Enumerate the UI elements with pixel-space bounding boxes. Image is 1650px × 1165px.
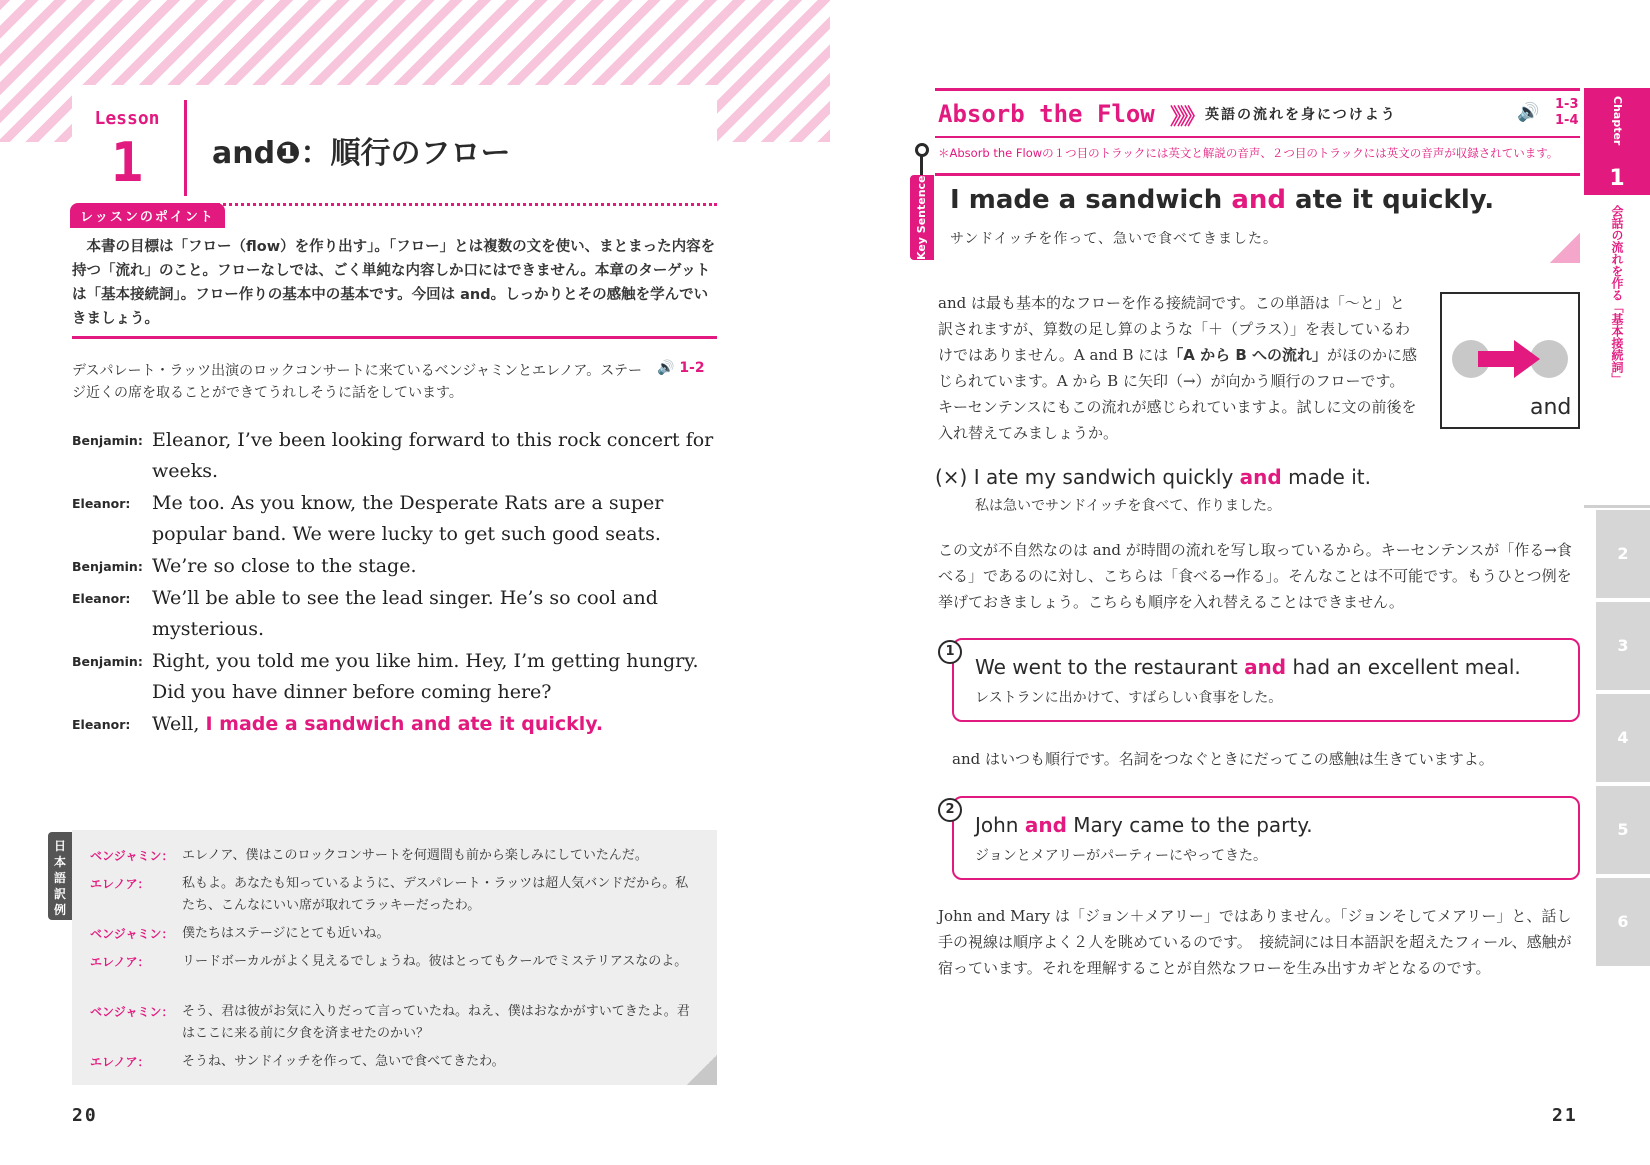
dialogue-speaker: Eleanor: (72, 717, 131, 732)
dialogue-line: We’ll be able to see the lead singer. He’s so cool and mysterious. (152, 587, 658, 640)
arrow-right-icon (1478, 351, 1518, 367)
audio-track-scene[interactable] (657, 360, 705, 376)
flow-audio-note: ＊Absorb the Flowの１つ目のトラックには英文と解説の音声、２つ目のトラックには英文の音声が収録されています。 (938, 146, 1559, 160)
explanation-paragraph-1 (938, 290, 1418, 446)
chapter-divider (1584, 505, 1650, 508)
jp-line: 私もよ。あなたも知っているように、デスパレート・ラッツは超人気バンドだから。私たち、こんなにいい席が取れてラッキーだったわ。 (182, 876, 689, 913)
key-sentence-translation: サンドイッチを作って、急いで食べてきました。 (950, 231, 1279, 247)
chevrons-icon: 》》》 (1170, 105, 1203, 130)
jp-dialogue-row (90, 873, 700, 917)
chapter-tab-5[interactable]: 5 (1596, 786, 1650, 874)
dialogue-line (152, 709, 717, 740)
example-sentence-2 (975, 813, 1313, 837)
jp-line: リードボーカルがよく見えるでしょうね。彼はとってもクールでミステリアスなのよ。 (182, 954, 688, 969)
dialogue-line: We’re so close to the stage. (152, 555, 417, 577)
jp-speaker: エレノア： (90, 877, 150, 891)
flow-section-title: Absorb the Flow (938, 100, 1155, 128)
dialogue-row (72, 709, 717, 740)
jp-speaker: エレノア： (90, 1055, 150, 1069)
dialogue-row (72, 551, 717, 582)
chapter-number: 1 (1609, 166, 1625, 191)
japanese-translation-tab: 日本語訳例 (48, 832, 72, 920)
scene-description: デスパレート・ラッツ出演のロックコンサートに来ているベンジャミンとエレノア。ステージ近くの席を取ることができてうれしそうに話をしています。 (72, 363, 643, 401)
chapter-tab-6[interactable]: 6 (1596, 878, 1650, 966)
jp-dialogue-row (90, 923, 700, 945)
example-box-1 (952, 638, 1580, 722)
key-sentence-tab: Key Sentence (910, 175, 934, 260)
jp-dialogue-row (90, 845, 700, 867)
paragraph-emphasis: 「A から B への流れ」 (1168, 346, 1327, 364)
jp-speaker: ベンジャミン： (90, 1005, 174, 1019)
key-sentence-part: I made a sandwich (950, 185, 1232, 215)
explanation-paragraph-2: この文が不自然なのは and が時間の流れを写し取っているから。キーセンテンスが「作る→食べる」であるのに対し、こちらは「食べる→作る」。そんなことは不可能です。もうひとつ例を挙げておきましょう。こちらも順序を入れ替えることはできません。 (938, 541, 1572, 611)
chapter-tab-2[interactable]: 2 (1596, 510, 1650, 598)
paragraph-text: がほのかに感じられています。A から B に矢印（→）が向かう順行のフローです。キーセンテンスにもこの流れが感じられていますよ。試しに文の前後を入れ替えてみましょうか。 (938, 346, 1418, 442)
arrow-head-icon (1514, 340, 1540, 378)
dialogue-speaker: Eleanor: (72, 496, 131, 511)
key-sentence (950, 185, 1494, 215)
lesson-number: 1 (110, 131, 144, 194)
dialogue-line-prefix: Well, (152, 713, 206, 735)
chapter-tab-4[interactable]: 4 (1596, 694, 1650, 782)
point-dotted-line (212, 203, 717, 206)
dialogue-speaker: Benjamin: (72, 433, 143, 448)
example-part: John (975, 813, 1025, 837)
jp-speaker: エレノア： (90, 955, 150, 969)
key-sentence-highlight: I made a sandwich and ate it quickly. (205, 713, 604, 735)
example-part: I ate my sandwich quickly (973, 465, 1240, 489)
example-translation-1: レストランに出かけて、すばらしい食事をした。 (975, 690, 1283, 706)
audio-track-number: 1-2 (679, 360, 705, 376)
paragraph-text: and は最も基本的なフローを作る接続詞です。この単語は「〜と」と訳されますが、算数の足し算のような「＋（プラス）」を表しているわけではありません。A and B には (938, 294, 1411, 364)
key-box-fold-corner (1550, 233, 1580, 263)
dialogue-speaker: Benjamin: (72, 559, 143, 574)
example-part: made it. (1281, 465, 1371, 489)
lesson-title: and❶：順行のフロー (212, 136, 511, 171)
jp-dialogue-row (90, 951, 700, 973)
lesson-point-tab: レッスンのポイント (70, 203, 225, 228)
key-sentence-conjunction: and (1231, 185, 1286, 215)
lesson-label: Lesson (94, 108, 160, 129)
explanation-paragraph-3: and はいつも順行です。名詞をつなぐときにだってこの感触は生きていますよ。 (952, 750, 1494, 768)
pin-stem (920, 156, 923, 175)
chapter-title: 会話の流れを作る「基本接続詞」 (1610, 205, 1624, 385)
dialogue-speaker: Benjamin: (72, 654, 143, 669)
lesson-divider (184, 100, 187, 196)
jp-speaker: ベンジャミン： (90, 927, 174, 941)
dialogue-line: Right, you told me you like him. Hey, I’m getting hungry. Did you have dinner before coming here? (152, 650, 699, 703)
dialogue-row (72, 488, 717, 550)
example-number-1: 1 (938, 640, 962, 664)
key-sentence-part: ate it quickly. (1285, 185, 1495, 215)
example-part: We went to the restaurant (975, 655, 1245, 679)
incorrect-example (935, 465, 1371, 489)
flow-section-subtitle: 英語の流れを身につけよう (1205, 107, 1397, 123)
example-box-2 (952, 796, 1580, 880)
flow-bottom-rule (935, 136, 1580, 138)
incorrect-marker: (×) (935, 465, 974, 489)
pin-icon (915, 143, 929, 157)
dialogue-row (72, 646, 717, 708)
jp-line: 僕たちはステージにとても近いね。 (182, 926, 390, 941)
jp-line: エレノア、僕はこのロックコンサートを何週間も前から楽しみにしていたんだ。 (182, 848, 648, 863)
audio-track-number: 1-3 (1555, 97, 1579, 112)
chapter-tab-3[interactable]: 3 (1596, 602, 1650, 690)
example-conjunction: and (1239, 465, 1282, 489)
flow-top-rule (935, 88, 1580, 91)
dialogue-row (72, 583, 717, 645)
jp-line: そうね、サンドイッチを作って、急いで食べてきたわ。 (182, 1054, 505, 1069)
audio-track-number: 1-4 (1555, 113, 1579, 128)
explanation-paragraph-4: John and Mary は「ジョン＋メアリー」ではありません。「ジョンそしてメアリー」と、話し手の視線は順序よく２人を眺めているのです。 接続詞には日本語訳を超えたフィール、感触が宿っています。それを理解することが自然なフローを生み出すカギとなるのです。 (938, 907, 1572, 977)
incorrect-example-translation: 私は急いでサンドイッチを食べて、作りました。 (975, 498, 1282, 514)
dialogue-row (72, 425, 717, 487)
audio-tracks[interactable] (1555, 97, 1579, 129)
dialogue-line: Me too. As you know, the Desperate Rats are a super popular band. We were lucky to get such good seats. (152, 492, 664, 545)
jp-dialogue-row (90, 1051, 700, 1073)
example-conjunction: and (1244, 655, 1287, 679)
jp-speaker: ベンジャミン： (90, 849, 174, 863)
example-part: Mary came to the party. (1066, 813, 1313, 837)
example-number-2: 2 (938, 798, 962, 822)
speaker-icon[interactable]: 🔊 (1517, 102, 1540, 123)
example-translation-2: ジョンとメアリーがパーティーにやってきた。 (975, 848, 1268, 864)
jp-line: そう、君は彼がお気に入りだって言っていたね。ねえ、僕はおなかがすいてきたよ。君はここに来る前に夕食を済ませたのかい？ (182, 1004, 690, 1041)
jp-dialogue-row (90, 1001, 700, 1045)
chapter-word: Chapter (1611, 96, 1624, 146)
page-number-left: 20 (72, 1105, 98, 1126)
example-conjunction: and (1024, 813, 1067, 837)
example-part: had an excellent meal. (1286, 655, 1521, 679)
dialogue-line: Eleanor, I’ve been looking forward to this rock concert for weeks. (152, 429, 714, 482)
example-sentence-1 (975, 655, 1521, 679)
diagram-label: and (1530, 395, 1572, 420)
speaker-icon: 🔊 (657, 360, 675, 376)
page-number-right: 21 (1552, 1105, 1578, 1126)
dialogue-speaker: Eleanor: (72, 591, 131, 606)
lesson-point-text: 本書の目標は「フロー（flow）を作り出す」。「フロー」とは複数の文を使い、まとまった内容を持つ「流れ」のこと。フローなしでは、ごく単純な内容しか口にはできません。本章のターゲットは「基本接続詞」。フロー作りの基本中の基本です。今回は and。しっかりとその感触を学んでいきましょう。 (72, 239, 716, 327)
point-bottom-rule (72, 336, 717, 339)
